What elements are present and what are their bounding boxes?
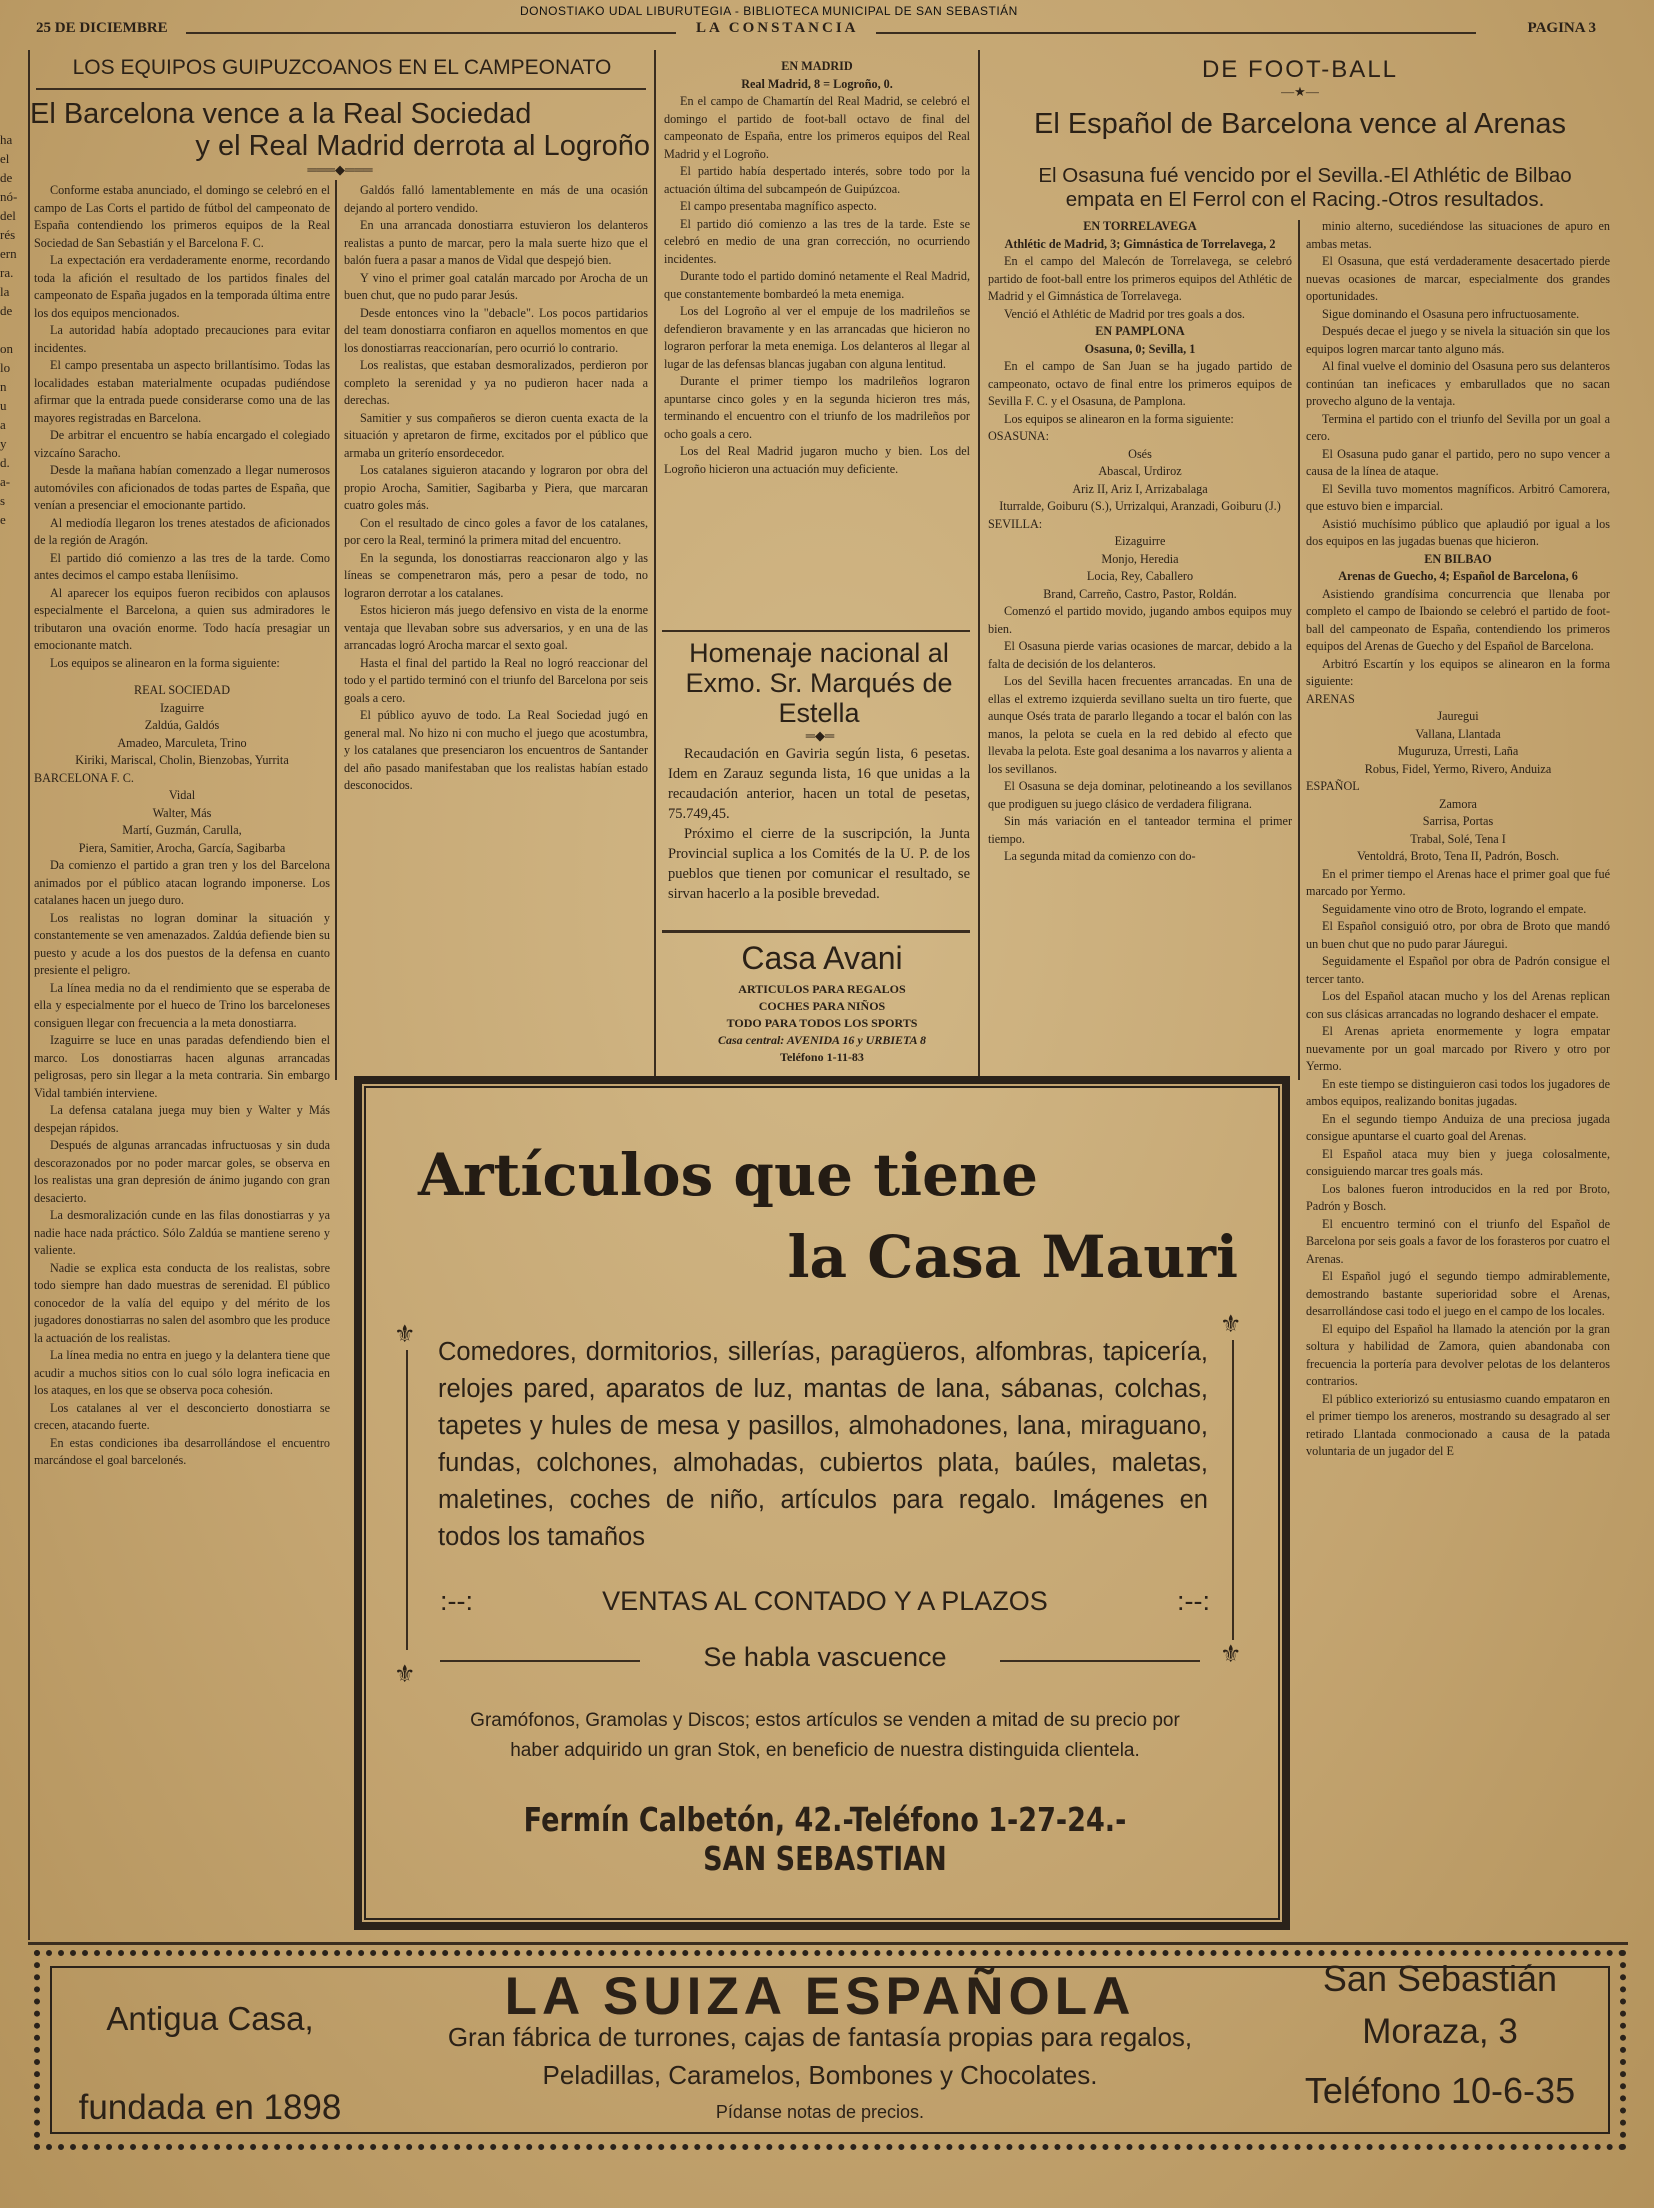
paragraph: El Español consiguió otro, por obra de Broto que mandó un buen chut que no pudo parar Jáuregui.: [1306, 919, 1610, 951]
paragraph: Asistiendo grandísima concurrencia que llenaba por completo el campo de Ibaiondo se celebró el partido de foot-ball del campeonato de España, contendiendo los primeros equipos del Arenas de Guecho y del Español de Barcelona.: [1306, 586, 1610, 653]
subsection-title: EN PAMPLONA: [1095, 324, 1185, 338]
casa-avani-name: Casa Avani: [741, 940, 903, 976]
paragraph: Y vino el primer goal catalán marcado por Arocha de un buen chut, que no pudo parar Jesús.: [344, 270, 648, 302]
lineup-line: Monjo, Heredia: [1101, 551, 1179, 566]
lineup-line: Brand, Carreño, Castro, Pastor, Roldán.: [1043, 586, 1237, 601]
title-rule: [36, 88, 646, 90]
casa-avani-address: Casa central: AVENIDA 16 y URBIETA 8: [717, 1033, 927, 1047]
paragraph: Después decae el juego y se nivela la situación sin que los equipos logren marcar tanto alguno más.: [1306, 324, 1610, 356]
margin-fragment: nó-: [0, 189, 18, 204]
paragraph: Durante todo el partido dominó netamente el Real Madrid, que constantemente bombardeó la meta enemiga.: [664, 269, 970, 301]
team-name: ESPAÑOL: [1306, 779, 1360, 793]
paragraph: Los balones fueron introducidos en la red por Broto, Padrón y Bosch.: [1306, 1181, 1610, 1213]
paragraph: Da comienzo el partido a gran tren y los del Barcelona animados por el público atacan logrando imponerse. Los catalanes hacen un juego duro.: [34, 858, 330, 907]
paragraph: Desde la mañana habían comenzado a llegar numerosos automóviles con aficionados de todas partes de España, que venían a presenciar el emocionante partido.: [34, 463, 330, 512]
headline-line-2: y el Real Madrid derrota al Logroño: [195, 130, 650, 162]
lineup-line: Iturralde, Goiburu (S.), Urrizalqui, Aranzadi, Goiburu (J.): [999, 499, 1281, 513]
paragraph: Durante el primer tiempo los madrileños lograron apuntarse cinco goles y en la segunda hicieron tres más, terminando el encuentro con el triunfo de los madrileños por ocho goals a cero.: [664, 374, 970, 441]
paragraph: El campo presentaba un aspecto brillantísimo. Todas las localidades estaban materialmente ocupadas pudiéndose afirmar que la entrada puede considerarse como una de las mayores registradas en Barcelona.: [34, 358, 330, 425]
paragraph: En la segunda, los donostiarras reaccionaron algo y las líneas se compenetraron más, pero a pesar de todo, no lograron derrotar a los catalanes.: [344, 550, 648, 600]
paragraph: La expectación era verdaderamente enorme, recordando toda la afición el resultado de los partidos finales del campeonato de España jugados en la temporada última entre los dos equipos mencionados.: [34, 253, 330, 320]
margin-fragment: a: [0, 417, 6, 432]
header-date: 25 DE DICIEMBRE: [36, 20, 168, 36]
paragraph: El Osasuna pierde varias ocasiones de marcar, debido a la falta de decisión de los delanteros.: [988, 639, 1292, 671]
madrid-title: EN MADRID: [781, 59, 853, 73]
lineup-line: Abascal, Urdiroz: [1098, 464, 1182, 478]
paragraph: En el campo del Malecón de Torrelavega, se celebró partido de foot-ball entre los primeros equipos del Athlétic de Madrid y el Gimnástica de Torrelavega.: [988, 254, 1292, 303]
paragraph: En este tiempo se distinguieron casi todos los jugadores de ambos equipos, realizando bonitas jugadas.: [1306, 1076, 1610, 1108]
article-rule: [662, 930, 970, 933]
casa-avani-line: TODO PARA TODOS LOS SPORTS: [726, 1016, 918, 1030]
paragraph: El encuentro terminó con el triunfo del Español de Barcelona por seis goals a favor de los forasteros por cuatro el Arenas.: [1306, 1216, 1610, 1266]
margin-fragment: ha: [0, 132, 13, 147]
left-margin-fragments: [0, 130, 22, 529]
column-rule: [654, 50, 656, 1080]
suiza-line-1: Gran fábrica de turrones, cajas de fantasía propias para regalos,: [447, 2022, 1193, 2052]
paragraph: Los equipos se alinearon en la forma siguiente:: [50, 655, 280, 670]
paragraph: De arbitrar el encuentro se había encargado el colegiado vizcaíno Saracho.: [34, 428, 330, 460]
margin-fragment: y: [0, 436, 7, 451]
fleuron-icon: ⚜: [394, 1662, 416, 1688]
paragraph: Hasta el final del partido la Real no logró reaccionar del todo y el partido terminó con el triunfo del Barcelona por seis goals a cero.: [344, 655, 648, 705]
paragraph: Estos hicieron más juego defensivo en vista de la enorme ventaja que llevaban sobre sus adversarios, y en una de las arrancadas logró Arocha marcar el sexto goal.: [344, 603, 648, 652]
fleuron-icon: ⚜: [1220, 1642, 1242, 1668]
ad-border-rule: [406, 1350, 408, 1650]
header-rule-right: [876, 32, 1476, 34]
left-article-column-1: [34, 182, 330, 1942]
margin-fragment: e: [0, 512, 6, 527]
lineup-title-real-sociedad: REAL SOCIEDAD: [133, 683, 231, 697]
ad-border-rule: [1232, 1340, 1234, 1640]
madrid-article: [664, 58, 970, 633]
column-rule: [335, 180, 337, 1080]
lineup-line: Muguruza, Urresti, Laña: [1397, 744, 1519, 758]
suiza-line-3: Pídanse notas de precios.: [715, 2102, 925, 2122]
paragraph: Venció el Athlétic de Madrid por tres goals a dos.: [1004, 306, 1245, 321]
homenaje-title: Homenaje nacional al Exmo. Sr. Marqués de Estella: [685, 638, 953, 728]
paragraph: Izaguirre se luce en unas paradas defendiendo bien el marco. Los donostiarras hacen algunas arrancadas peligrosas, pero sin llegar a la meta contraria. Sin embargo Vidal también interviene.: [34, 1033, 330, 1100]
margin-fragment: u: [0, 398, 7, 413]
ornament: ═══◆═══: [307, 162, 373, 177]
football-column-2: [1306, 218, 1610, 1938]
paragraph: Piera, Samitier, Arocha, García, Sagibarba: [78, 840, 286, 855]
paragraph: Los realistas no logran dominar la situación y constantemente se ven amenazados. Zaldúa defiende bien su puesto y acude a los dos puestos de la defensa en cuanto presiente el peligro.: [34, 910, 330, 977]
paragraph: En el segundo tiempo Anduiza de una preciosa jugada consigue apuntarse el cuarto goal del Arenas.: [1306, 1111, 1610, 1143]
paragraph: El Español ataca muy bien y juega colosalmente, consiguiendo marcar tres goals más.: [1306, 1146, 1610, 1178]
paragraph: El Osasuna, que está verdaderamente desacertado pierde nuevas ocasiones de marcar, especialmente dos grandes oportunidades.: [1306, 254, 1610, 303]
column-rule: [978, 50, 980, 1080]
paragraph: El público exteriorizó su entusiasmo cuando empataron en el primer tiempo los areneros, mostrando su desagrado al ser retirado Llantada conmocionado a causa de la patada voluntaria de un jugador del E: [1306, 1391, 1610, 1458]
homenaje-body: [668, 744, 970, 934]
paragraph: Seguidamente vino otro de Broto, logrando el empate.: [1322, 901, 1587, 916]
paragraph: minio alterno, sucediéndose las situaciones de apuro en ambas metas.: [1306, 219, 1610, 251]
margin-fragment: rés: [0, 227, 16, 242]
casa-avani-phone: Teléfono 1-11-83: [780, 1050, 864, 1064]
mauri-ventas: [420, 1586, 1230, 1617]
header-rule-left: [186, 32, 676, 34]
paragraph: Zaldúa, Galdós: [144, 718, 220, 732]
margin-fragment: on: [0, 341, 13, 356]
team-name: ARENAS: [1306, 691, 1355, 706]
paragraph: La segunda mitad da comienzo con do-: [1004, 849, 1196, 863]
paragraph: La defensa catalana juega muy bien y Walter y Más despejan rápidos.: [34, 1103, 330, 1135]
paragraph: Seguidamente el Español por obra de Padrón consigue el tercer tanto.: [1306, 954, 1610, 986]
paragraph: Martí, Guzmán, Carulla,: [122, 823, 242, 837]
madrid-score: Real Madrid, 8 = Logroño, 0.: [741, 76, 893, 91]
fleuron-icon: ⚜: [1220, 1312, 1242, 1338]
suiza-left-line-2: fundada en 1898: [78, 2088, 342, 2127]
margin-fragment: del: [0, 208, 16, 223]
paragraph: La línea media no da el rendimiento que se esperaba de ella y especialmente por el hueco de Trino los barceloneses consiguen llegar con frecuencia a la meta donostiarra.: [34, 980, 330, 1030]
page-rule: [28, 1942, 1628, 1945]
paragraph: Los catalanes al ver el desconcierto donostiarra se crecen, atacando fuerte.: [34, 1400, 330, 1432]
paragraph: La autoridad había adoptado precauciones para evitar incidentes.: [34, 323, 330, 355]
paragraph: Al aparecer los equipos fueron recibidos con aplausos especialmente el Barcelona, a quien sus admiradores le tributaron una ovación enorme. Todo hacía presagiar un emocionante match.: [34, 585, 330, 652]
match-score: Osasuna, 0; Sevilla, 1: [1084, 341, 1196, 356]
football-subhead: El Osasuna fué vencido por el Sevilla.-El Athlétic de Bilbao empata en El Ferrol con el Racing.-Otros resultados.: [1038, 164, 1572, 211]
paragraph: Sin más variación en el tanteador termina el primer tiempo.: [988, 814, 1292, 846]
paragraph: En estas condiciones iba desarrollándose el encuentro marcándose el goal barcelonés.: [34, 1435, 330, 1467]
match-score: Arenas de Guecho, 4; Español de Barcelona, 6: [1338, 569, 1578, 583]
margin-fragment: de: [0, 170, 13, 185]
football-column-1: [988, 218, 1292, 1078]
paragraph: Al final vuelve el dominio del Osasuna pero sus delanteros continúan tan ineficaces y embarullados que no sacan provecho alguno de la ventaja.: [1306, 359, 1610, 408]
paragraph: El equipo del Español ha llamado la atención por la gran soltura y habilidad de Zamora, quien abandonaba con frecuencia la portería para devolver pelotas de los delanteros contrarios.: [1306, 1321, 1610, 1388]
column-rule: [1298, 220, 1300, 1080]
fleuron-icon: ⚜: [394, 1322, 416, 1348]
lineup-line: Trabal, Solé, Tena I: [1410, 831, 1506, 846]
paragraph: Los del Sevilla hacen frecuentes arrancadas. En una de ellas el extremo izquierda sevillano suelta un tiro fuerte, que aunque Osés trata de pararlo llegando a tocar el balón con las manos, la pelota se cuela en la red debido al efecto que llevaba la pelota. Este goal desanima a los navarros y alienta a los sevillanos.: [988, 674, 1292, 776]
paragraph: Los del Español atacan mucho y los del Arenas replican con sus clásicas arrancadas no logrando deshacer el empate.: [1306, 989, 1610, 1021]
match-score: Athlétic de Madrid, 3; Gimnástica de Torrelavega, 2: [1004, 236, 1276, 251]
paragraph: El campo presentaba magnífico aspecto.: [680, 199, 877, 213]
team-name: SEVILLA:: [988, 516, 1043, 531]
paragraph: En el primer tiempo el Arenas hace el primer goal que fué marcado por Yermo.: [1306, 866, 1610, 898]
section-title: DE FOOT-BALL: [1201, 56, 1399, 83]
ventas-deco: :--:: [440, 1586, 473, 1616]
ad-rule: [1000, 1660, 1200, 1662]
suiza-right-line-2: Moraza, 3: [1362, 2012, 1518, 2051]
lineup-line: Locia, Rey, Caballero: [1086, 569, 1194, 583]
paragraph: Nadie se explica esta conducta de los realistas, sobre todo siempre han dado muestras de serenidad. El público conocedor de la valía del equipo y del mérito de los jugadores donostiarras no salen del asombro que les produce la actuación de los realistas.: [34, 1260, 330, 1345]
paragraph: Los catalanes siguieron atacando y lograron por obra del propio Arocha, Samitier, Sagibarba y Piera, que marcaran cuatro goles más.: [344, 463, 648, 512]
paragraph: Vidal: [168, 788, 196, 802]
paragraph: El partido dió comienzo a las tres de la tarde. Este se celebró en medio de una gran corrección, no ocurriendo incidentes.: [664, 216, 970, 266]
mauri-gramofonos: Gramófonos, Gramolas y Discos; estos artículos se venden a mitad de su precio por haber adquirido un gran Stok, en beneficio de nuestra distinguida clientela.: [470, 1710, 1180, 1761]
suiza-line-2: Peladillas, Caramelos, Bombones y Chocolates.: [542, 2060, 1098, 2090]
lineup-line: Eizaguirre: [1114, 534, 1166, 548]
paragraph: En el campo de San Juan se ha jugado partido de campeonato, octavo de final entre los primeros equipos de Sevilla F. C. y el Osasuna, de Pamplona.: [988, 359, 1292, 408]
paragraph: El público ayuvo de todo. La Real Sociedad jugó en general mal. No hizo ni con mucho el juego que acostumbra, y los catalanes que presenciaron los encuentros de Santander del año pasado manifestaban que los realistas habían estado desconocidos.: [344, 708, 648, 792]
paragraph: Los del Real Madrid jugaron mucho y bien. Los del Logroño hicieron una actuación muy deficiente.: [664, 444, 970, 476]
paragraph: Al mediodía llegaron los trenes atestados de aficionados de la región de Aragón.: [34, 515, 330, 547]
paragraph: Galdós falló lamentablemente en más de una ocasión dejando al portero vendido.: [344, 183, 648, 215]
paragraph: Izaguirre: [160, 700, 204, 715]
left-article-column-2: [344, 182, 648, 1077]
paragraph: Los equipos se alinearon en la forma siguiente:: [1004, 411, 1234, 426]
margin-fragment: lo: [0, 360, 11, 375]
lineup-title-barcelona: BARCELONA F. C.: [34, 770, 134, 785]
column-rule: [28, 50, 30, 1940]
paragraph: Sigue dominando el Osasuna pero infructuosamente.: [1322, 306, 1580, 321]
paragraph: Conforme estaba anunciado, el domingo se celebró en el campo de Las Corts el partido de fútbol del campeonato de España contendiendo los primeros equipos de la Real Sociedad de San Sebastián y el Barcelona F. C.: [34, 183, 330, 250]
lineup-line: Robus, Fidel, Yermo, Rivero, Anduiza: [1364, 761, 1552, 776]
margin-fragment: el: [0, 151, 10, 166]
paragraph: Kiriki, Mariscal, Cholin, Bienzobas, Yurrita: [75, 753, 289, 767]
lineup-line: Ariz II, Ariz I, Arrizabalaga: [1072, 481, 1208, 496]
paragraph: El Arenas aprieta enormemente y logra empatar nuevamente por un goal marcado por Rivero y otro por Yermo.: [1306, 1024, 1610, 1073]
page-header: [36, 20, 1616, 42]
section-title: LOS EQUIPOS GUIPUZCOANOS EN EL CAMPEONATO: [72, 56, 612, 79]
casa-avani-line: COCHES PARA NIÑOS: [758, 999, 886, 1013]
ventas-text: VENTAS AL CONTADO Y A PLAZOS: [602, 1586, 1048, 1616]
article-rule: [662, 630, 970, 632]
ventas-deco: :--:: [1177, 1586, 1210, 1616]
lineup-line: Vallana, Llantada: [1415, 726, 1501, 741]
paragraph: Los realistas, que estaban desmoralizados, perdieron por completo la serenidad y ya no pudieron hacer nada a derechas.: [344, 358, 648, 407]
paragraph: Los del Logroño al ver el empuje de los madrileños se defendieron bravamente y en las arrancadas que hicieron no lograron perforar la meta enemiga. Los delanteros al llegar al lugar de las defensas blancas jugaban con alguna lentitud.: [664, 304, 970, 371]
football-headline: El Español de Barcelona vence al Arenas: [1033, 108, 1566, 140]
suiza-right-line-1: San Sebastián: [1322, 1958, 1558, 1999]
margin-fragment: de: [0, 303, 13, 318]
paragraph: La desmoralización cunde en las filas donostiarras y ya nadie hace nada práctico. Sólo Zaldúa se mantiene sereno y valiente.: [34, 1208, 330, 1257]
headline-line-1: El Barcelona vence a la Real Sociedad: [30, 98, 532, 130]
suiza-right-line-3: Teléfono 10-6-35: [1304, 2070, 1576, 2111]
lineup-line: Ventoldrá, Broto, Tena II, Padrón, Bosch.: [1356, 849, 1559, 863]
margin-fragment: s: [0, 493, 6, 508]
paragraph: El partido dió comienzo a las tres de la tarde. Como antes decimos el campo estaba lleníisimo.: [34, 550, 330, 582]
paragraph: Desde entonces vino la "debacle". Los pocos partidarios del team donostiarra confiaron en aquellos momentos en que los donostiarras reaccionarían, pero ocurrió lo contrario.: [344, 305, 648, 355]
paragraph: El Español jugó el segundo tiempo admirablemente, demostrando bastante superioridad sobre el Arenas, desarrollándose casi todo el juego en el campo de los locales.: [1306, 1269, 1610, 1318]
paragraph: Recaudación en Gaviria según lista, 6 pesetas. Idem en Zarauz segunda lista, 16 que unidas a la recaudación anterior, hacen un total de pesetas, 75.749,45.: [668, 746, 970, 822]
margin-fragment: n: [0, 379, 7, 394]
mauri-address: Fermín Calbetón, 42.-Teléfono 1-27-24.- SAN SEBASTIAN: [523, 1800, 1127, 1878]
subsection-title: EN BILBAO: [1424, 551, 1492, 566]
subsection-title: EN TORRELAVEGA: [1083, 219, 1197, 233]
lineup-line: Sarrisa, Portas: [1422, 814, 1494, 828]
ornament: ═◆═: [805, 728, 835, 743]
suiza-title: LA SUIZA ESPAÑOLA: [504, 1967, 1136, 2026]
margin-fragment: la: [0, 284, 10, 299]
paragraph: Samitier y sus compañeros se dieron cuenta exacta de la situación y apretaron de firme, excitados por el público que armaba un griterío ensordecedor.: [344, 410, 648, 460]
header-page-number: PAGINA 3: [1527, 20, 1596, 36]
paragraph: El Sevilla tuvo momentos magníficos. Arbitró Camorera, que estuvo bien e imparcial.: [1306, 481, 1610, 513]
paragraph: Próximo el cierre de la suscripción, la Junta Provincial suplica a los Comités de la U. P. de los pueblos que tienen por comunicar el resultado, se sirvan hacerlo a la posible brevedad.: [668, 826, 970, 902]
mauri-vascuence: Se habla vascuence: [703, 1642, 947, 1672]
suiza-left-line-1: Antigua Casa,: [106, 2000, 314, 2037]
margin-fragment: [0, 320, 22, 339]
header-paper-name: LA CONSTANCIA: [696, 20, 859, 36]
ornament: —★—: [1281, 84, 1319, 99]
paragraph: La línea media no entra en juego y la delantera tiene que acudir a muchos sitios con lo cual sólo logra ineficacia en los ataques, en los que se observa poca cohesión.: [34, 1348, 330, 1397]
library-watermark: DONOSTIAKO UDAL LIBURUTEGIA - BIBLIOTECA MUNICIPAL DE SAN SEBASTIÁN: [520, 4, 1018, 18]
paragraph: Comenzó el partido movido, jugando ambos equipos muy bien.: [988, 604, 1292, 636]
mauri-product-list: Comedores, dormitorios, sillerías, paragüeros, alfombras, tapicería, relojes pared, aparatos de luz, mantas de lana, sábanas, colchas, tapetes y hules de mesa y pasillos, almohadones, lana, miraguano, fundas, colchones, almohadas, cubiertos plata, baúles, maletas, maletines, coches de niño, artículos para regalo. Imágenes en todos los tamaños: [438, 1338, 1208, 1551]
mauri-title-line-2: la Casa Mauri: [787, 1223, 1238, 1291]
lineup-line: Jauregui: [1437, 709, 1479, 723]
lineup-line: Osés: [1128, 446, 1152, 461]
paragraph: Walter, Más: [152, 805, 212, 820]
paragraph: En una arrancada donostiarra estuvieron los delanteros realistas a punto de marcar, pero la mala suerte hizo que el balón fuera a pasar a manos de Vidal que despejó bien.: [344, 218, 648, 267]
margin-fragment: d.: [0, 455, 10, 470]
paragraph: Amadeo, Marculeta, Trino: [117, 735, 247, 750]
margin-fragment: ern: [0, 246, 17, 261]
paragraph: El partido había despertado interés, sobre todo por la actuación última del subcampeón de Guipúzcoa.: [664, 164, 970, 196]
mauri-title-line-1: Artículos que tiene: [418, 1141, 1039, 1209]
paragraph: El Osasuna se deja dominar, pelotineando a los sevillanos que prodiguen su juego clásico de verdadera filigrana.: [988, 779, 1292, 811]
paragraph: Termina el partido con el triunfo del Sevilla por un goal a cero.: [1306, 411, 1610, 443]
paragraph: En el campo de Chamartín del Real Madrid, se celebró el domingo el partido de foot-ball octavo de final del campeonato de España, entre los primeros equipos del Real Madrid y el Logroño.: [664, 94, 970, 161]
paragraph: Arbitró Escartín y los equipos se alinearon en la forma siguiente:: [1306, 656, 1610, 688]
lineup-line: Zamora: [1439, 796, 1477, 811]
margin-fragment: a-: [0, 474, 11, 489]
casa-avani-line: ARTICULOS PARA REGALOS: [738, 982, 906, 996]
paragraph: Después de algunas arrancadas infructuosas y sin duda descorazonados por no poder marcar goles, se observa en los realistas una gran depresión de ánimo jugando con gran desacierto.: [34, 1138, 330, 1205]
margin-fragment: ra.: [0, 265, 14, 280]
team-name: OSASUNA:: [988, 429, 1049, 443]
paragraph: Con el resultado de cinco goles a favor de los catalanes, por cero la Real, terminó la primera mitad del encuentro.: [344, 515, 648, 547]
paragraph: El Osasuna pudo ganar el partido, pero no supo vencer a causa de la línea de ataque.: [1306, 446, 1610, 478]
paragraph: Asistió muchísimo público que aplaudió por igual a los dos equipos en las jugadas buenas que hicieron.: [1306, 516, 1610, 548]
